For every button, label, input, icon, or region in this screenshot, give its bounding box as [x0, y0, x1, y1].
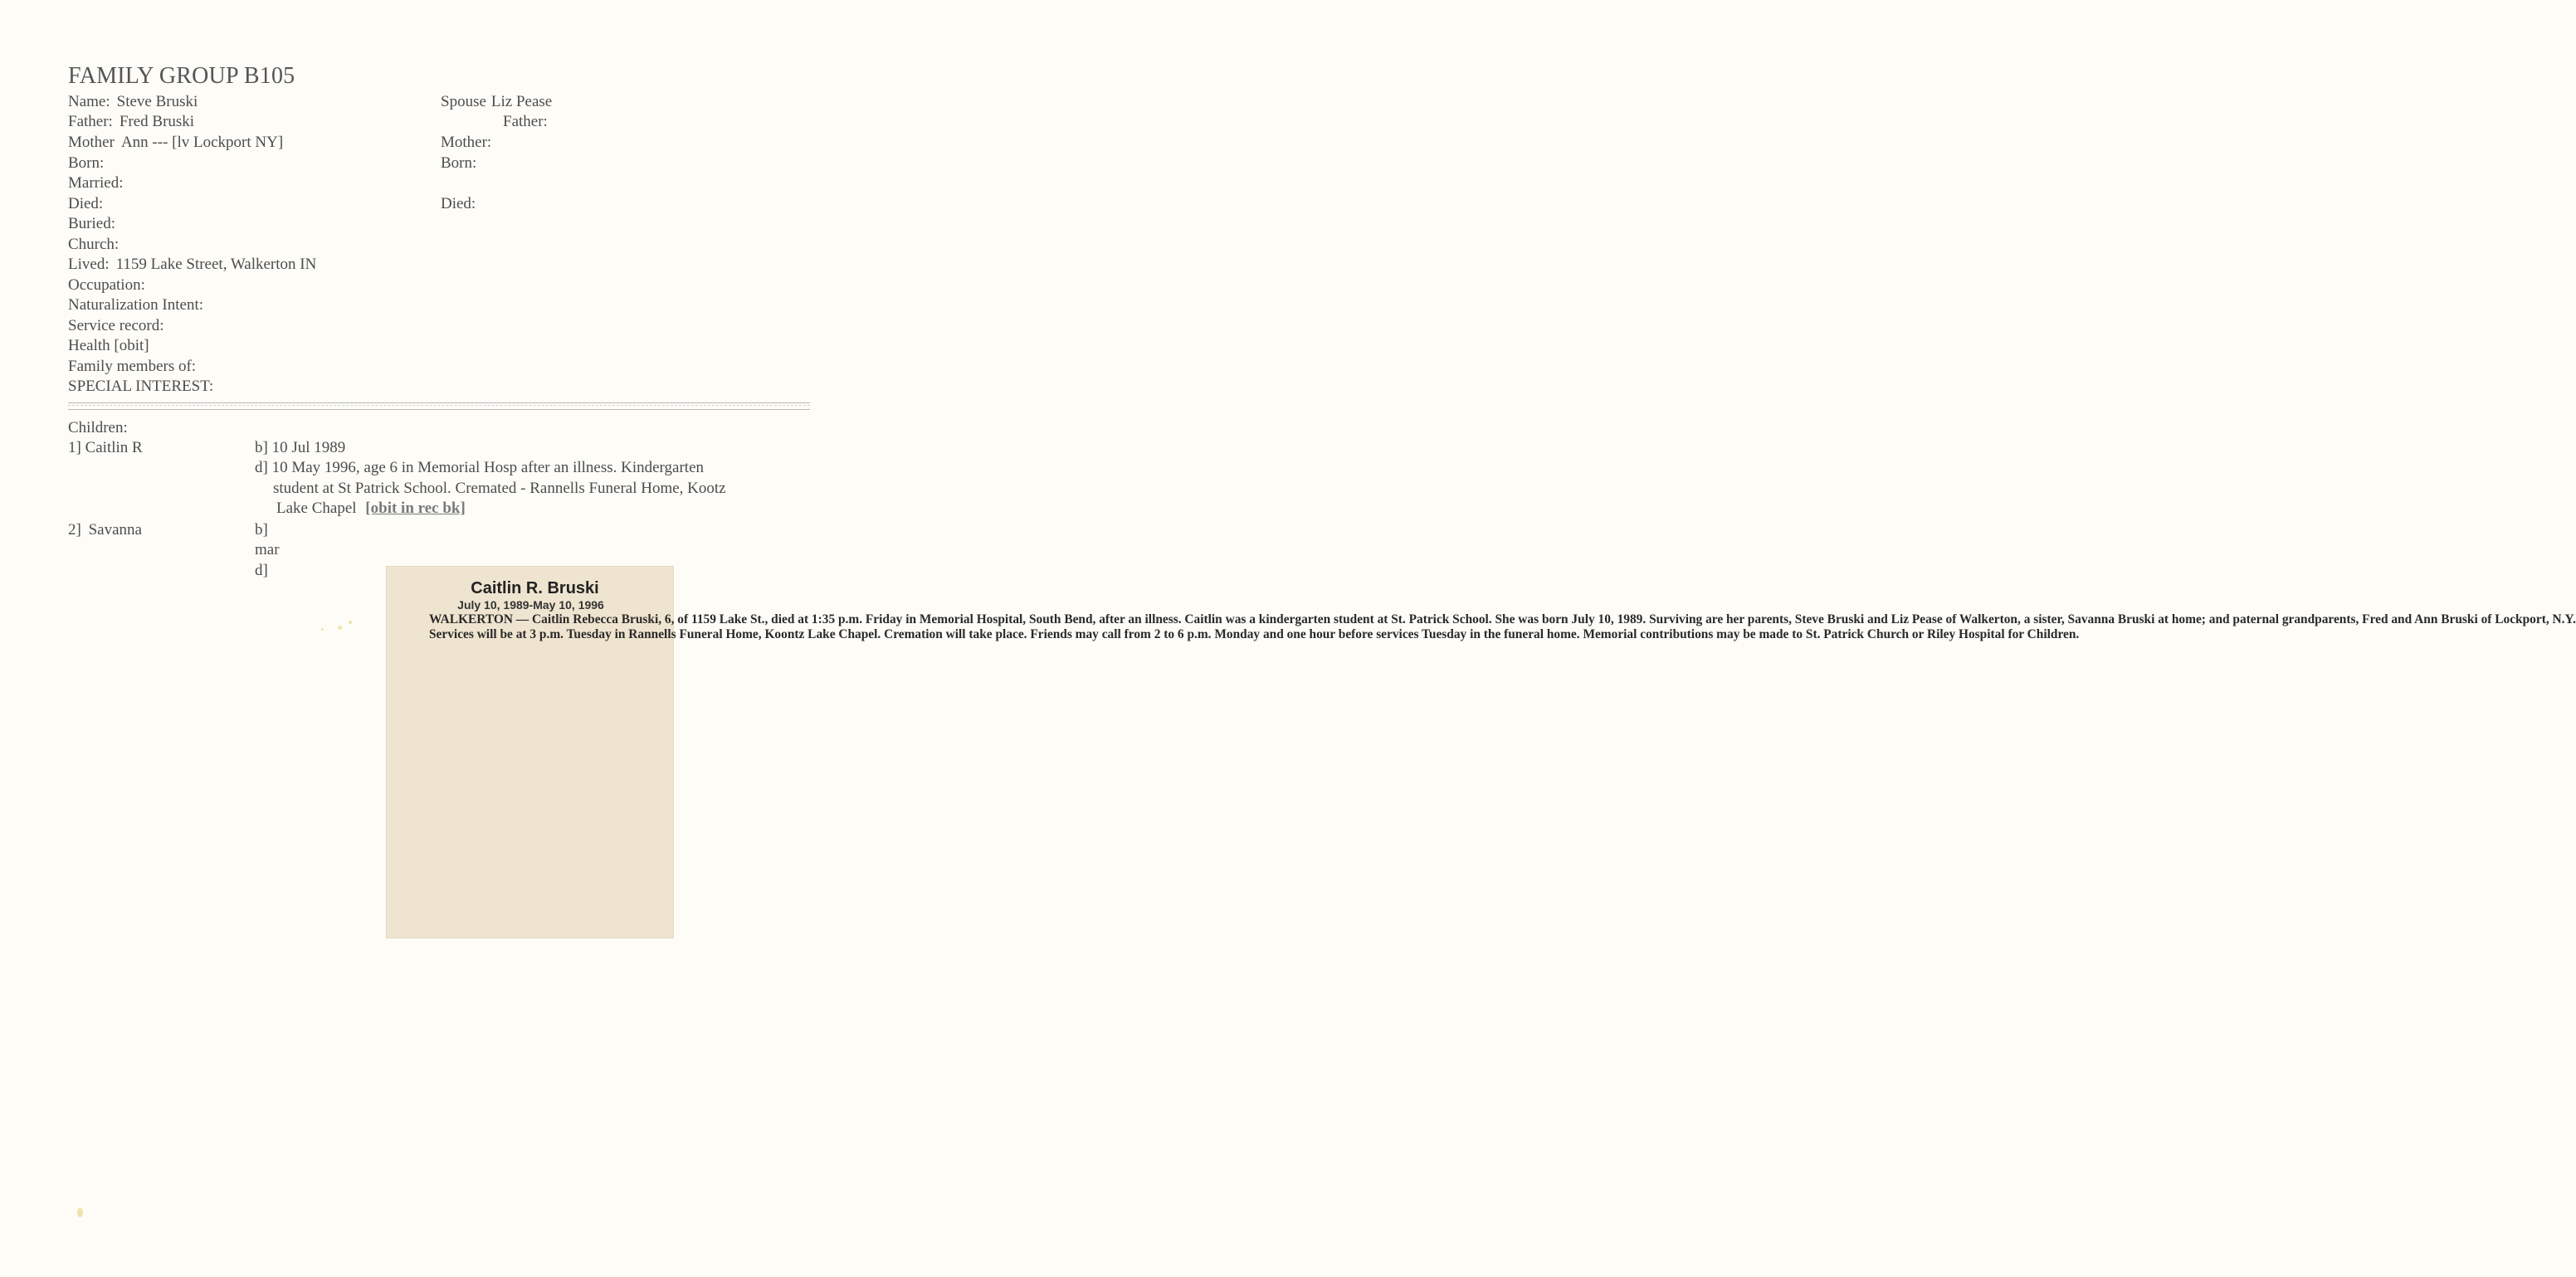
spouse-row — [441, 92, 552, 112]
section-divider — [68, 402, 810, 410]
husband-lived-value: 1159 Lake Street, Walkerton IN — [115, 256, 317, 273]
stain-spot — [321, 628, 324, 631]
child-2-name: Savanna — [88, 521, 142, 539]
spouse-label: Spouse — [441, 93, 486, 110]
husband-occupation-label: Occupation: — [68, 276, 145, 294]
husband-health-label: Health [obit] — [68, 337, 149, 354]
child-1-name-row — [68, 438, 143, 458]
husband-mother-row — [68, 133, 283, 153]
husband-name-row — [68, 92, 198, 112]
husband-name-value: Steve Bruski — [116, 93, 198, 110]
child-1-died-line3-row — [276, 499, 466, 519]
husband-lived-label: Lived: — [68, 256, 110, 273]
husband-naturalization-label: Naturalization Intent: — [68, 296, 204, 314]
husband-mother-label: Mother — [68, 134, 115, 151]
child-1-number: 1] — [68, 439, 81, 456]
spouse-father-label: Father: — [503, 113, 548, 130]
husband-lived-row — [68, 255, 316, 275]
page-title: FAMILY GROUP B105 — [68, 63, 295, 89]
child-1-died-line3: Lake Chapel — [276, 500, 357, 517]
child-2-name-row — [68, 520, 142, 540]
child-1-born: b] 10 Jul 1989 — [255, 439, 346, 456]
obituary-text-block — [415, 579, 2576, 643]
spouse-mother-label: Mother: — [441, 134, 492, 151]
husband-father-value: Fred Bruski — [119, 113, 195, 130]
child-2-born: b] — [255, 521, 268, 539]
obituary-dates: July 10, 1989-May 10, 1996 — [457, 598, 604, 612]
child-2-died: d] — [255, 562, 268, 579]
husband-mother-value: Ann --- [lv Lockport NY] — [120, 134, 284, 151]
spouse-name: Liz Pease — [490, 93, 553, 110]
stain-spot — [349, 621, 352, 624]
spouse-died-label: Died: — [441, 195, 476, 212]
child-1-died-line2: student at St Patrick School. Cremated - Rannells Funeral Home, Kootz — [273, 480, 726, 497]
husband-born-label: Born: — [68, 154, 105, 172]
spouse-born-label: Born: — [441, 154, 477, 172]
husband-family-members-label: Family members of: — [68, 358, 197, 375]
husband-died-label: Died: — [68, 195, 104, 212]
obituary-headline: Caitlin R. Bruski — [471, 579, 599, 597]
husband-name-label: Name: — [68, 93, 110, 110]
child-2-married: mar — [255, 541, 280, 558]
stain-spot — [77, 1208, 83, 1217]
child-1-name: Caitlin R — [85, 439, 143, 456]
obituary-paragraph-1: WALKERTON — Caitlin Rebecca Bruski, 6, of 1159 Lake St., died at 1:35 p.m. Friday in Memorial Hospital, South Bend, after an illness. Caitlin was a kindergarten student at St. Patrick School. She was born July 10, 1989. Surviving are her parents, Steve Bruski and Liz Pease of Walkerton, a sister, Savanna Bruski at home; and paternal grandparents, Fred and Ann Bruski of Lockport, N.Y. — [429, 612, 2576, 626]
husband-church-label: Church: — [68, 236, 120, 253]
husband-father-row — [68, 112, 194, 132]
husband-married-label: Married: — [68, 174, 124, 192]
husband-service-label: Service record: — [68, 317, 164, 334]
obituary-clipping — [386, 566, 2576, 938]
child-1-died-line1: d] 10 May 1996, age 6 in Memorial Hosp after an illness. Kindergarten — [255, 459, 705, 476]
obit-reference-link[interactable]: [obit in rec bk] — [365, 500, 466, 517]
husband-father-label: Father: — [68, 113, 113, 130]
stain-spot — [338, 626, 342, 630]
husband-special-interest-label: SPECIAL INTEREST: — [68, 378, 214, 395]
child-2-number: 2] — [68, 521, 81, 539]
obituary-paragraph-2: Services will be at 3 p.m. Tuesday in Rannells Funeral Home, Koontz Lake Chapel. Cremation will take place. Friends may call from 2 to 6 p.m. Monday and one hour before services Tuesday in the funeral home. Memorial contributions may be made to St. Patrick Church or Riley Hospital for Children. — [429, 627, 2080, 642]
children-label: Children: — [68, 419, 128, 436]
husband-buried-label: Buried: — [68, 215, 115, 232]
